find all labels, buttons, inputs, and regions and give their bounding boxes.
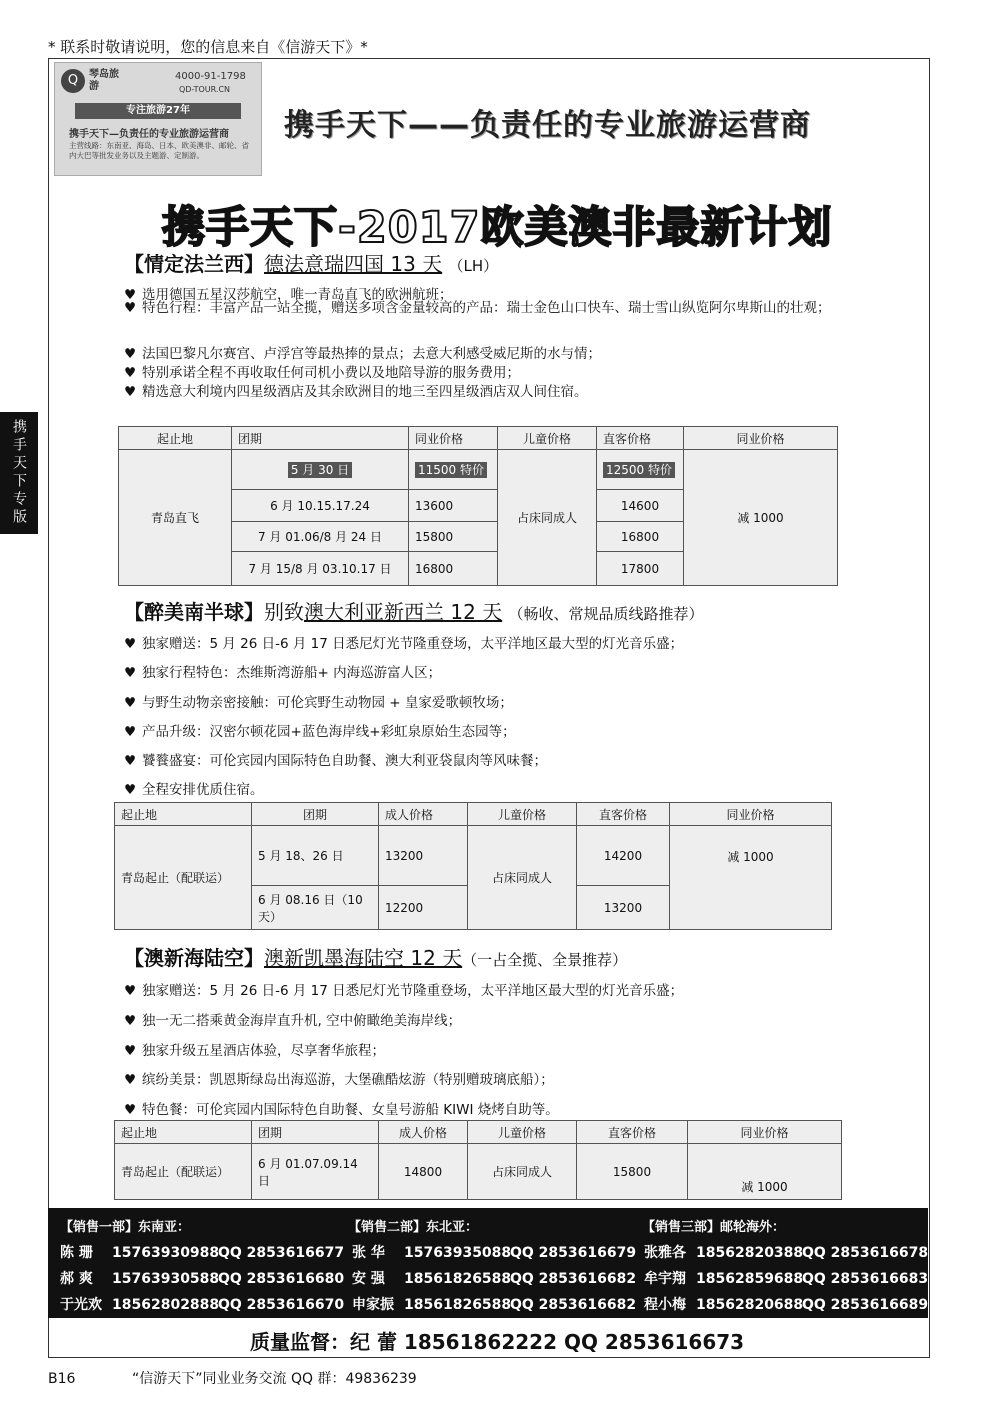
s2-bullet-6 xyxy=(124,778,264,798)
table-header: 儿童价格 xyxy=(468,1121,577,1144)
contact-phone: 18562820388 xyxy=(696,1245,804,1261)
s1-price-table xyxy=(118,426,838,586)
table-header: 团期 xyxy=(252,803,379,826)
s3-bullet-5 xyxy=(124,1098,559,1118)
table-header: 起止地 xyxy=(119,427,232,450)
s2-bullet-2 xyxy=(124,661,441,681)
s2-bullet-1 xyxy=(124,632,683,652)
table-header: 直客价格 xyxy=(577,1121,688,1144)
contact-qq: QQ 2853616680 xyxy=(218,1271,345,1287)
company-logo xyxy=(54,62,262,176)
table-cell: 减 1000 xyxy=(684,450,838,586)
table-cell: 12200 xyxy=(379,886,468,930)
table-cell: 青岛起止（配联运） xyxy=(115,826,252,930)
bullet-text: 特别承诺全程不再收取任何司机小费以及地陪导游的服务费用； xyxy=(142,365,520,381)
contact-name: 牟宇翔 xyxy=(644,1271,686,1287)
dept-1-label: 【销售一部】东南亚： xyxy=(60,1220,191,1235)
bullet-text: 特色餐：可伦宾园内国际特色自助餐、女皇号游船 KIWI 烧烤自助等。 xyxy=(142,1102,559,1118)
notice: * 联系时敬请说明，您的信息来自《信游天下》* xyxy=(48,38,368,56)
table-header: 团期 xyxy=(232,427,409,450)
table-cell: 17800 xyxy=(597,552,684,586)
s3-bullet-4 xyxy=(124,1068,554,1088)
table-header: 团期 xyxy=(252,1121,379,1144)
table-cell: 7 月 01.06/8 月 24 日 xyxy=(232,522,409,552)
footer xyxy=(48,1368,417,1388)
table-header: 儿童价格 xyxy=(498,427,597,450)
contact-phone: 15763930988 xyxy=(112,1245,220,1261)
table-header: 起止地 xyxy=(115,803,252,826)
heart-icon: ♥ xyxy=(124,300,137,316)
footer-text: “信游天下”同业业务交流 QQ 群：49836239 xyxy=(132,1371,417,1387)
table-header: 儿童价格 xyxy=(468,803,577,826)
contact-name: 安 强 xyxy=(352,1271,385,1287)
table-cell: 占床同成人 xyxy=(468,1144,577,1200)
logo-icon: Q xyxy=(61,69,85,93)
section-2-route: 澳大利亚新西兰 12 天 xyxy=(304,600,503,624)
contact-name: 张雅各 xyxy=(644,1245,686,1261)
bullet-text: 独家赠送：5 月 26 日-6 月 17 日悉尼灯光节隆重登场，太平洋地区最大型的灯光音乐盛； xyxy=(142,636,684,652)
contact-qq: QQ 2853616682 xyxy=(510,1297,637,1313)
contact-row xyxy=(352,1294,636,1314)
heart-icon: ♥ xyxy=(124,1013,137,1029)
table-cell: 15800 xyxy=(409,522,498,552)
table-cell: 青岛直飞 xyxy=(119,450,232,586)
heart-icon: ♥ xyxy=(124,636,137,652)
table-cell: 11500 特价 xyxy=(415,462,487,478)
contact-name: 郝 爽 xyxy=(60,1271,93,1287)
s3-price-table xyxy=(114,1120,842,1200)
sales-contacts xyxy=(48,1208,928,1318)
section-2-title xyxy=(124,596,704,625)
contact-name: 于光欢 xyxy=(60,1297,102,1313)
contact-phone: 15763930588 xyxy=(112,1271,220,1287)
table-cell: 减 1000 xyxy=(688,1144,842,1200)
contact-name: 程小梅 xyxy=(644,1297,686,1313)
heart-icon: ♥ xyxy=(124,287,137,303)
bullet-text: 独家升级五星酒店体验，尽享奢华旅程； xyxy=(142,1043,385,1059)
s2-bullet-5 xyxy=(124,749,547,769)
contact-row xyxy=(60,1294,344,1314)
logo-name: 琴岛旅游 xyxy=(89,69,119,92)
table-cell: 减 1000 xyxy=(670,826,832,930)
s3-bullet-2 xyxy=(124,1009,461,1029)
table-header: 同业价格 xyxy=(670,803,832,826)
table-cell: 6 月 08.16 日（10 天） xyxy=(252,886,379,930)
table-cell: 7 月 15/8 月 03.10.17 日 xyxy=(232,552,409,586)
table-cell: 16800 xyxy=(597,522,684,552)
bullet-text: 与野生动物亲密接触：可伦宾野生动物园 + 皇家爱歌顿牧场； xyxy=(142,695,513,711)
table-cell: 13200 xyxy=(379,826,468,886)
table-cell: 5 月 30 日 xyxy=(288,462,352,478)
contact-qq: QQ 2853616683 xyxy=(802,1271,929,1287)
table-header: 同业价格 xyxy=(684,427,838,450)
section-2-name: 【醉美南半球】 xyxy=(124,600,264,624)
table-header: 直客价格 xyxy=(577,803,670,826)
contact-phone: 15763935088 xyxy=(404,1245,512,1261)
s1-bullet-3 xyxy=(124,342,601,362)
side-tab: 携手天下专版 xyxy=(0,412,38,534)
contact-phone: 18562820688 xyxy=(696,1297,804,1313)
bullet-text: 独一无二搭乘黄金海岸直升机, 空中俯瞰绝美海岸线； xyxy=(142,1013,462,1029)
bullet-text: 独家行程特色：杰维斯湾游船+ 内海巡游富人区； xyxy=(142,665,442,681)
slogan: 携手天下——负责任的专业旅游运营商 xyxy=(284,108,811,143)
contact-row xyxy=(644,1242,928,1262)
table-cell: 13600 xyxy=(409,490,498,522)
bullet-text: 选用德国五星汉莎航空，唯一青岛直飞的欧洲航班； xyxy=(142,287,453,303)
contact-qq: QQ 2853616678 xyxy=(802,1245,929,1261)
section-1-route: 德法意瑞四国 13 天 xyxy=(264,252,443,276)
contact-qq: QQ 2853616682 xyxy=(510,1271,637,1287)
table-cell: 6 月 01.07.09.14 日 xyxy=(252,1144,379,1200)
logo-slogan: 携手天下—负责任的专业旅游运营商 xyxy=(69,129,229,140)
table-cell: 5 月 18、26 日 xyxy=(252,826,379,886)
section-2-pre: 别致 xyxy=(264,600,304,624)
section-3-title xyxy=(124,942,627,971)
table-cell: 15800 xyxy=(577,1144,688,1200)
logo-phone: 4000-91-1798 xyxy=(175,71,246,82)
table-cell: 占床同成人 xyxy=(498,450,597,586)
section-2-note: （畅收、常规品质线路推荐） xyxy=(508,605,704,623)
quality-supervision: 质量监督：纪 蕾 18561862222 QQ 2853616673 xyxy=(250,1330,745,1354)
table-cell: 青岛起止（配联运） xyxy=(115,1144,252,1200)
heart-icon: ♥ xyxy=(124,782,137,798)
contact-name: 申家振 xyxy=(352,1297,394,1313)
table-header: 同业价格 xyxy=(409,427,498,450)
contact-row xyxy=(60,1268,344,1288)
table-cell: 14800 xyxy=(379,1144,468,1200)
contact-phone: 18561826588 xyxy=(404,1297,512,1313)
section-1-note: （LH） xyxy=(448,257,499,275)
s3-bullet-1 xyxy=(124,979,683,999)
heart-icon: ♥ xyxy=(124,365,137,381)
bullet-text: 独家赠送：5 月 26 日-6 月 17 日悉尼灯光节隆重登场，太平洋地区最大型的灯光音乐盛； xyxy=(142,983,684,999)
dept-2-label: 【销售二部】东北亚： xyxy=(348,1220,479,1235)
dept-3-label: 【销售三部】邮轮海外： xyxy=(642,1220,786,1235)
page-number: B16 xyxy=(48,1371,76,1387)
contact-row xyxy=(60,1242,344,1262)
table-cell: 6 月 10.15.17.24 xyxy=(232,490,409,522)
section-1-name: 【情定法兰西】 xyxy=(124,252,264,276)
heart-icon: ♥ xyxy=(124,384,137,400)
s2-bullet-4 xyxy=(124,720,516,740)
contact-name: 陈 珊 xyxy=(60,1245,93,1261)
contact-phone: 18562802888 xyxy=(112,1297,220,1313)
table-header: 直客价格 xyxy=(597,427,684,450)
heart-icon: ♥ xyxy=(124,1102,137,1118)
logo-band: 专注旅游27年 xyxy=(75,103,241,119)
bullet-text: 产品升级：汉密尔顿花园+蓝色海岸线+彩虹泉原始生态园等； xyxy=(142,724,516,740)
table-cell: 14200 xyxy=(577,826,670,886)
bullet-text: 缤纷美景：凯恩斯绿岛出海巡游，大堡礁酷炫游（特别赠玻璃底船）； xyxy=(142,1072,554,1088)
contact-row xyxy=(352,1268,636,1288)
table-cell: 13200 xyxy=(577,886,670,930)
section-3-note: （一占全揽、全景推荐） xyxy=(462,951,628,969)
contact-qq: QQ 2853616677 xyxy=(218,1245,345,1261)
table-header: 成人价格 xyxy=(379,1121,468,1144)
contact-qq: QQ 2853616670 xyxy=(218,1297,345,1313)
logo-web: QD-TOUR.CN xyxy=(179,85,231,94)
bullet-text: 法国巴黎凡尔赛宫、卢浮宫等最热捧的景点；去意大利感受威尼斯的水与情； xyxy=(142,346,601,362)
bullet-text: 精选意大利境内四星级酒店及其余欧洲目的地三至四星级酒店双人间住宿。 xyxy=(142,384,588,400)
contact-row xyxy=(644,1294,928,1314)
contact-row xyxy=(644,1268,928,1288)
contact-row xyxy=(352,1242,636,1262)
table-header: 起止地 xyxy=(115,1121,252,1144)
section-3-name: 【澳新海陆空】 xyxy=(124,946,264,970)
contact-phone: 18562859688 xyxy=(696,1271,804,1287)
logo-lines: 主营线路：东南亚、海岛、日本、欧美澳非、邮轮、省内大巴等批发业务以及主题游、定制游。 xyxy=(69,141,249,160)
heart-icon: ♥ xyxy=(124,695,137,711)
heart-icon: ♥ xyxy=(124,983,137,999)
table-cell: 16800 xyxy=(409,552,498,586)
section-1-title xyxy=(124,248,498,277)
contact-qq: QQ 2853616689 xyxy=(802,1297,929,1313)
heart-icon: ♥ xyxy=(124,665,137,681)
heart-icon: ♥ xyxy=(124,1072,137,1088)
contact-qq: QQ 2853616679 xyxy=(510,1245,637,1261)
table-cell: 占床同成人 xyxy=(468,826,577,930)
table-cell: 12500 特价 xyxy=(603,462,675,478)
heart-icon: ♥ xyxy=(124,753,137,769)
s1-bullet-4 xyxy=(124,361,520,381)
heart-icon: ♥ xyxy=(124,724,137,740)
bullet-text: 特色行程：丰富产品一站全揽，赠送多项含金量较高的产品：瑞士金色山口快车、瑞士雪山纵览阿尔卑斯山的壮观； xyxy=(142,300,831,316)
contact-name: 张 华 xyxy=(352,1245,385,1261)
s3-bullet-3 xyxy=(124,1039,385,1059)
s2-price-table xyxy=(114,802,832,930)
table-header: 同业价格 xyxy=(688,1121,842,1144)
bullet-text: 饕餮盛宴：可伦宾园内国际特色自助餐、澳大利亚袋鼠肉等风味餐； xyxy=(142,753,547,769)
table-header: 成人价格 xyxy=(379,803,468,826)
table-cell: 14600 xyxy=(597,490,684,522)
main-title: 携手天下-2017欧美澳非最新计划 xyxy=(162,203,833,253)
bullet-text: 全程安排优质住宿。 xyxy=(142,782,264,798)
s2-bullet-3 xyxy=(124,691,513,711)
contact-phone: 18561826588 xyxy=(404,1271,512,1287)
s1-bullet-5 xyxy=(124,380,588,400)
heart-icon: ♥ xyxy=(124,1043,137,1059)
section-3-route: 澳新凯墨海陆空 12 天 xyxy=(264,946,463,970)
s1-bullet-2 xyxy=(124,298,884,319)
heart-icon: ♥ xyxy=(124,346,137,362)
